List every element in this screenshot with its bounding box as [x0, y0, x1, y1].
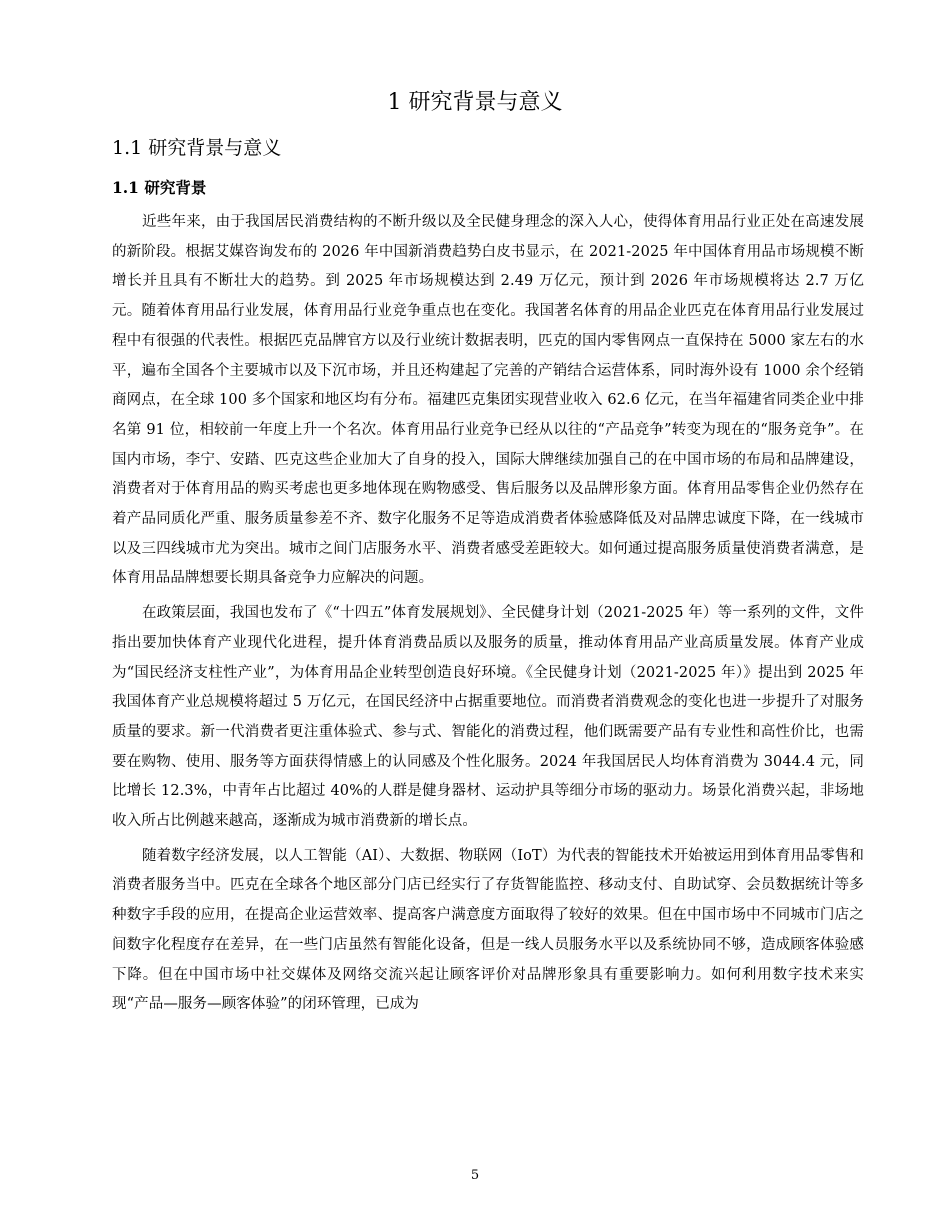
paragraph-1: 近些年来，由于我国居民消费结构的不断升级以及全民健身理念的深入人心，使得体育用品行业正处在高速发展的新阶段。根据艾媒咨询发布的 2026 年中国新消费趋势白皮书显示，在 2021-2025 年中国体育用品市场规模不断增长并且具有不断壮大的趋势。到 2025 年市场规模达到 2.49 万亿元，预计到 2026 年市场规模将达 2.7 万亿元。随着体育用品行业发展，体育用品行业竞争重点也在变化。我国著名体育的用品企业匹克在体育用品行业发展过程中有很强的代表性。根据匹克品牌官方以及行业统计数据表明，匹克的国内零售网点一直保持在 5000 家左右的水平，遍布全国各个主要城市以及下沉市场，并且还构建起了完善的产销结合运营体系，同时海外设有 1000 余个经销商网点，在全球 100 多个国家和地区均有分布。福建匹克集团实现营业收入 62.6 亿元，在当年福建省同类企业中排名第 91 位，相较前一年度上升一个名次。体育用品行业竞争已经从以往的“产品竞争”转变为现在的“服务竞争”。在国内市场，李宁、安踏、匹克这些企业加大了自身的投入，国际大牌继续加强自己的在中国市场的布局和品牌建设，消费者对于体育用品的购买考虑也更多地体现在购物感受、售后服务以及品牌形象方面。体育用品零售企业仍然存在着产品同质化严重、服务质量参差不齐、数字化服务不足等造成消费者体验感降低及对品牌忠诚度下降，在一线城市以及三四线城市尤为突出。城市之间门店服务水平、消费者感受差距较大。如何通过提高服务质量使消费者满意，是体育用品品牌想要长期具备竞争力应解决的问题。 — [112, 214, 864, 587]
body-text — [112, 208, 864, 1025]
paragraph-3: 随着数字经济发展，以人工智能（AI）、大数据、物联网（IoT）为代表的智能技术开始被运用到体育用品零售和消费者服务当中。匹克在全球各个地区部分门店已经实行了存货智能监控、移动支付、自助试穿、会员数据统计等多种数字手段的应用，在提高企业运营效率、提高客户满意度方面取得了较好的效果。但在中国市场中不同城市门店之间数字化程度存在差异，在一些门店虽然有智能化设备，但是一线人员服务水平以及系统协同不够，造成顾客体验感下降。但在中国市场中社交媒体及网络交流兴起让顾客评价对品牌形象具有重要影响力。如何利用数字技术来实现“产品—服务—顾客体验”的闭环管理，已成为 — [112, 847, 864, 1013]
subsection-title: 1.1 研究背景 — [112, 178, 207, 197]
page-number: 5 — [470, 1168, 480, 1183]
section-title: 1.1 研究背景与意义 — [112, 137, 282, 159]
paragraph-2: 在政策层面，我国也发布了《“十四五”体育发展规划》、全民健身计划（2021-2025 年）等一系列的文件，文件指出要加快体育产业现代化进程，提升体育消费品质以及服务的质量，推动体育用品产业高质量发展。体育产业成为“国民经济支柱性产业”，为体育用品企业转型创造良好环境。《全民健身计划（2021-2025 年）》提出到 2025 年我国体育产业总规模将超过 5 万亿元，在国民经济中占据重要地位。而消费者消费观念的变化也进一步提升了对服务质量的要求。新一代消费者更注重体验式、参与式、智能化的消费过程，他们既需要产品有专业性和高性价比，也需要在购物、使用、服务等方面获得情感上的认同感及个性化服务。2024 年我国居民人均体育消费为 3044.4 元，同比增长 12.3%，中青年占比超过 40%的人群是健身器材、运动护具等细分市场的驱动力。场景化消费兴起，非场地收入所占比例越来越高，逐渐成为城市消费新的增长点。 — [112, 605, 864, 830]
chapter-title: 1 研究背景与意义 — [387, 90, 563, 115]
